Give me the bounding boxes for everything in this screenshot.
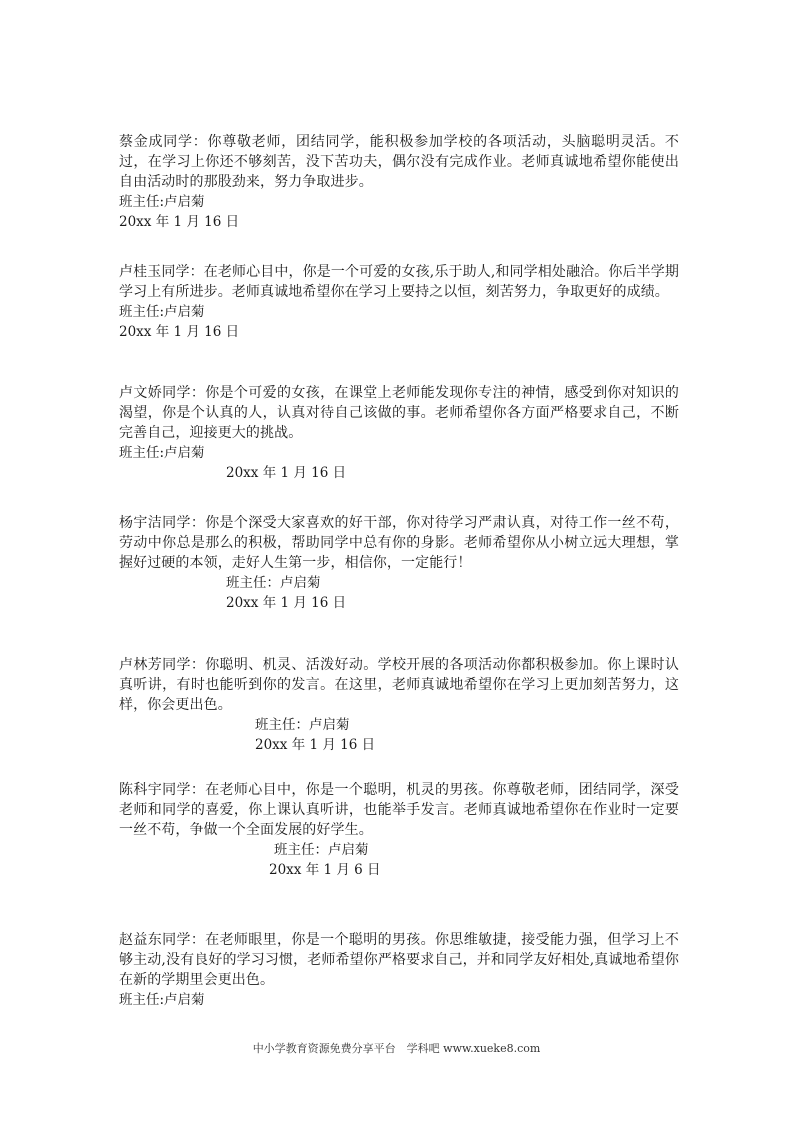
comment-text: 卢桂玉同学：在老师心目中，你是一个可爱的女孩,乐于助人,和同学相处融洽。你后半学期学习上有所进步。老师真诚地希望你在学习上要持之以恒，刻苦努力，争取更好的成绩。 bbox=[119, 264, 679, 300]
teacher-signature: 班主任：卢启菊 bbox=[226, 575, 321, 591]
comment-entry bbox=[119, 132, 679, 232]
comment-text: 杨宇洁同学：你是个深受大家喜欢的好干部，你对待学习严肃认真，对待工作一丝不苟，劳动中你总是那么的积极，帮助同学中总有你的身影。老师希望你从小树立远大理想，掌握好过硬的本领，走好人生第一步，相信你，一定能行！ bbox=[119, 515, 679, 571]
comment-entry bbox=[119, 930, 679, 1010]
comment-date: 20xx 年 1 月 16 日 bbox=[226, 595, 347, 611]
comment-text: 蔡金成同学：你尊敬老师，团结同学，能积极参加学校的各项活动，头脑聪明灵活。不过，在学习上你还不够刻苦，没下苦功夫，偶尔没有完成作业。老师真诚地希望你能使出自由活动时的那股劲来，努力争取进步。 bbox=[119, 134, 679, 190]
comment-date: 20xx 年 1 月 16 日 bbox=[119, 324, 240, 340]
comment-date: 20xx 年 1 月 6 日 bbox=[269, 862, 381, 878]
comment-text: 卢文娇同学：你是个可爱的女孩，在课堂上老师能发现你专注的神情，感受到你对知识的渴望，你是个认真的人，认真对待自己该做的事。老师希望你各方面严格要求自己，不断完善自己，迎接更大的挑战。 bbox=[119, 385, 679, 441]
comment-entry bbox=[119, 655, 679, 755]
comment-entry bbox=[119, 780, 679, 880]
comment-text: 卢林芳同学：你聪明、机灵、活泼好动。学校开展的各项活动你都积极参加。你上课时认真听讲，有时也能听到你的发言。在这里，老师真诚地希望你在学习上更加刻苦努力，这样，你会更出色。 bbox=[119, 657, 679, 713]
teacher-signature: 班主任:卢启菊 bbox=[119, 304, 205, 320]
teacher-signature: 班主任：卢启菊 bbox=[255, 717, 350, 733]
teacher-signature: 班主任:卢启菊 bbox=[119, 445, 205, 461]
teacher-signature: 班主任:卢启菊 bbox=[119, 992, 205, 1008]
page-footer: 中小学教育资源免费分享平台 学科吧 www.xueke8.com bbox=[252, 1042, 541, 1055]
comment-entry bbox=[119, 383, 679, 483]
comment-text: 陈科宇同学：在老师心目中，你是一个聪明，机灵的男孩。你尊敬老师，团结同学，深受老师和同学的喜爱，你上课认真听讲，也能举手发言。老师真诚地希望你在作业时一定要一丝不苟，争做一个全面发展的好学生。 bbox=[119, 782, 679, 838]
comment-entry bbox=[119, 262, 679, 342]
teacher-signature: 班主任:卢启菊 bbox=[119, 194, 205, 210]
comment-date: 20xx 年 1 月 16 日 bbox=[119, 214, 240, 230]
comment-date: 20xx 年 1 月 16 日 bbox=[226, 465, 347, 481]
comment-entry bbox=[119, 513, 679, 613]
comment-text: 赵益东同学：在老师眼里，你是一个聪明的男孩。你思维敏捷，接受能力强，但学习上不够主动,没有良好的学习习惯，老师希望你严格要求自己，并和同学友好相处,真诚地希望你在新的学期里会更出色。 bbox=[119, 932, 679, 988]
comment-date: 20xx 年 1 月 16 日 bbox=[255, 737, 376, 753]
teacher-signature: 班主任：卢启菊 bbox=[274, 842, 369, 858]
